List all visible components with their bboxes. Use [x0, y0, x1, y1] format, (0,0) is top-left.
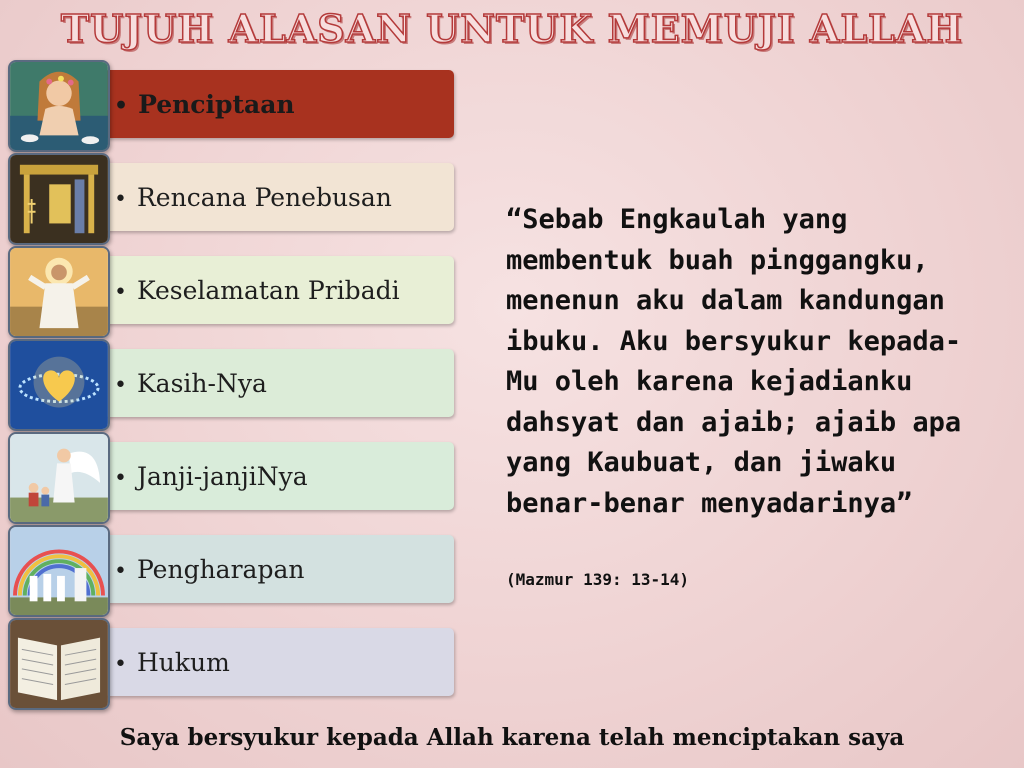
scripture-reference: (Mazmur 139: 13-14): [506, 570, 690, 589]
reasons-list: [8, 60, 454, 710]
reason-label: • Pengharapan: [114, 554, 305, 584]
reason-bar[interactable]: [104, 442, 454, 510]
scripture-quote: “Sebab Engkaulah yang membentuk buah pinggangku, menenun aku dalam kandungan ibuku. Aku bersyukur kepada-Mu oleh karena kejadianku dahsyat dan ajaib; ajaib apa yang Kaubuat, dan jiwaku benar-benar menyadarinya”: [506, 204, 962, 519]
open-bible-image: [8, 618, 110, 710]
reason-item-janji-janjinya[interactable]: [8, 432, 454, 518]
reason-bar[interactable]: [104, 535, 454, 603]
reason-item-penciptaan[interactable]: [8, 60, 454, 146]
reason-bar[interactable]: [104, 70, 454, 138]
reason-bar[interactable]: [104, 628, 454, 696]
reason-bar[interactable]: [104, 163, 454, 231]
reason-bar[interactable]: [104, 349, 454, 417]
angel-with-children-image: [8, 432, 110, 524]
reason-item-rencana-penebusan[interactable]: [8, 153, 454, 239]
rainbow-people-image: [8, 525, 110, 617]
reason-item-kasih-nya[interactable]: [8, 339, 454, 425]
reason-label: • Hukum: [114, 647, 230, 677]
reason-label: • Penciptaan: [114, 89, 295, 119]
slide-title: TUJUH ALASAN UNTUK MEMUJI ALLAH: [60, 6, 964, 51]
reason-bar[interactable]: [104, 256, 454, 324]
jesus-image: [8, 246, 110, 338]
reason-item-pengharapan[interactable]: [8, 525, 454, 611]
reason-label: • Keselamatan Pribadi: [114, 275, 400, 305]
reason-label: • Kasih-Nya: [114, 368, 267, 398]
glowing-heart-image: [8, 339, 110, 431]
reason-label: • Rencana Penebusan: [114, 182, 392, 212]
reason-item-hukum[interactable]: [8, 618, 454, 704]
reason-item-keselamatan-pribadi[interactable]: [8, 246, 454, 332]
reason-label: • Janji-janjiNya: [114, 461, 308, 491]
footer-statement: Saya bersyukur kepada Allah karena telah menciptakan saya: [119, 724, 905, 751]
woman-with-flowers-image: [8, 60, 110, 152]
tabernacle-image: [8, 153, 110, 245]
